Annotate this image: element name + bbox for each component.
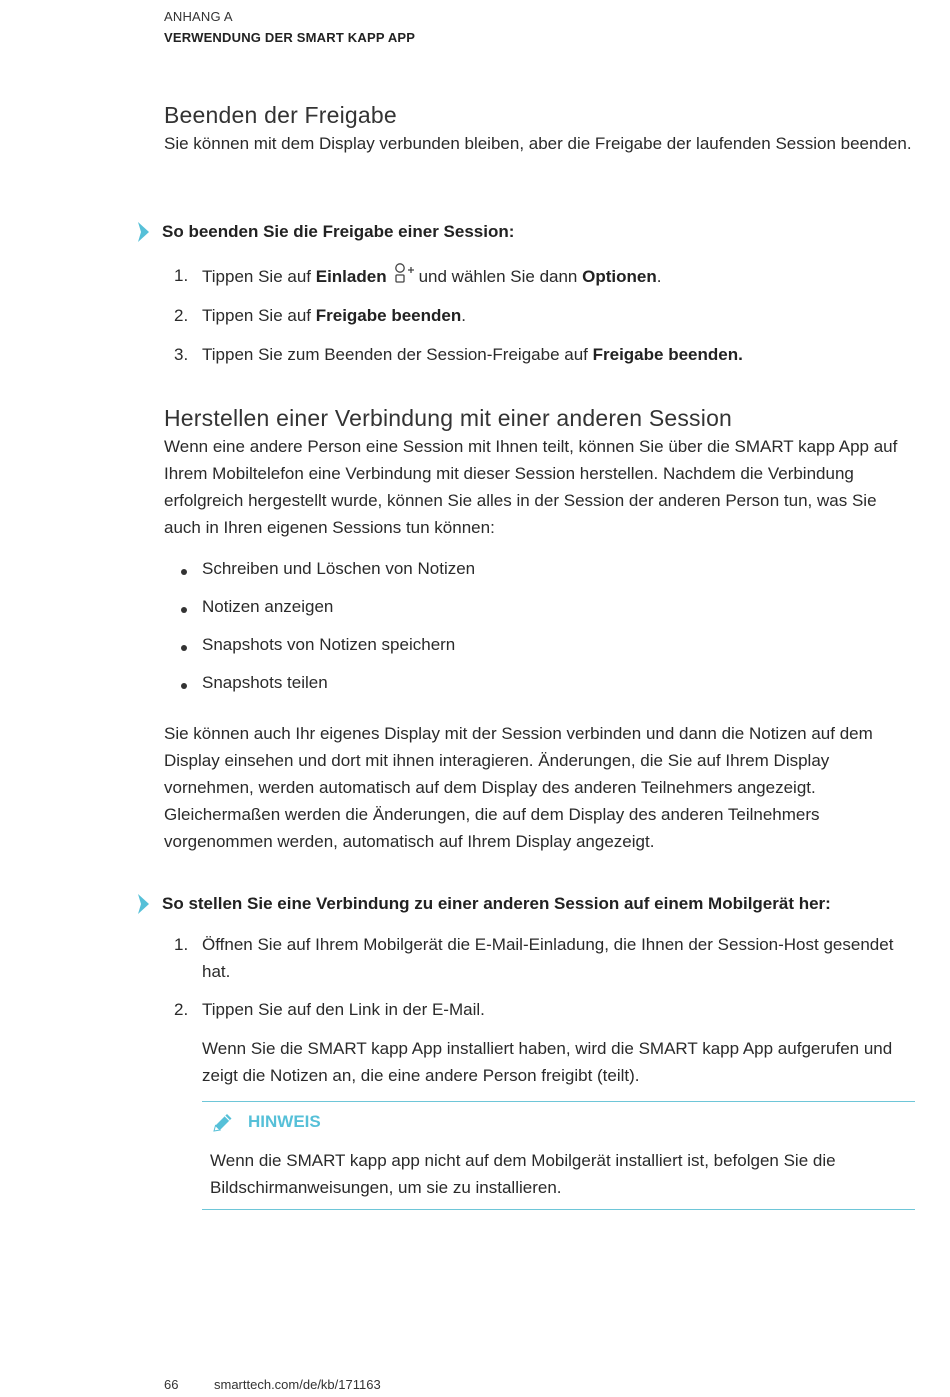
step-number: 1.	[174, 266, 189, 285]
task-arrow-icon	[136, 222, 150, 242]
step-number: 3.	[174, 345, 189, 364]
section-paragraph: Sie können auch Ihr eigenes Display mit der Session verbinden und dann die Notizen auf dem Display einsehen und dort mit ihnen interagieren. Änderungen, die Sie auf Ihrem Display vornehmen, werden automatisch auf dem Display des anderen Teilnehmers angezeigt. Gleichermaßen werden die Änderungen, die auf dem Display des anderen Teilnehmers vorgenommen werden, automatisch auf Ihrem Display angezeigt.	[164, 724, 873, 851]
page-number: 66	[164, 1377, 179, 1392]
step-detail: Wenn Sie die SMART kapp App installiert haben, wird die SMART kapp App aufgerufen und zeigt die Notizen an, die eine andere Person freigibt (teilt).	[202, 1039, 893, 1085]
list-item: Notizen anzeigen	[202, 597, 334, 616]
step-text: Tippen Sie auf	[202, 267, 316, 286]
step-number: 2.	[174, 1000, 189, 1019]
step-bold-freigabe-beenden: Freigabe beenden.	[592, 345, 743, 364]
note-text: Wenn die SMART kapp app nicht auf dem Mobilgerät installiert ist, befolgen Sie die Bildschirmanweisungen, um sie zu installieren.	[210, 1151, 836, 1197]
step-item	[202, 262, 902, 290]
step-number: 1.	[174, 935, 189, 954]
footer-url[interactable]: smarttech.com/de/kb/171163	[214, 1377, 381, 1392]
step-text: Tippen Sie zum Beenden der Session-Freigabe auf	[202, 345, 593, 364]
step-bold-einladen: Einladen	[315, 267, 387, 286]
step-item: Öffnen Sie auf Ihrem Mobilgerät die E-Mail-Einladung, die Ihnen der Session-Host gesendet hat.	[202, 935, 894, 981]
bullet-icon	[181, 683, 187, 689]
step-number: 2.	[174, 306, 189, 325]
step-text: .	[461, 306, 466, 325]
appendix-label: ANHANG A	[164, 9, 233, 24]
step-bold-optionen: Optionen	[582, 267, 657, 286]
chapter-title: VERWENDUNG DER SMART KAPP APP	[164, 30, 416, 45]
list-item: Snapshots von Notizen speichern	[202, 635, 456, 654]
task-title-connect-session: So stellen Sie eine Verbindung zu einer anderen Session auf einem Mobilgerät her:	[162, 894, 831, 913]
list-item: Snapshots teilen	[202, 673, 328, 692]
step-bold-freigabe-beenden: Freigabe beenden	[315, 306, 462, 325]
step-item	[202, 341, 902, 368]
step-text: Tippen Sie auf	[202, 306, 316, 325]
step-text: und wählen Sie dann	[418, 267, 583, 286]
step-item: Tippen Sie auf den Link in der E-Mail.	[202, 1000, 485, 1019]
note-top-rule	[202, 1101, 915, 1102]
section-intro-connect-session: Wenn eine andere Person eine Session mit Ihnen teilt, können Sie über die SMART kapp App auf Ihrem Mobiltelefon eine Verbindung mit dieser Session herstellen. Nachdem die Verbindung erfolgreich hergestellt wurde, können Sie alles in der Session der anderen Person tun, was Sie auch in Ihren eigenen Sessions tun können:	[164, 437, 898, 537]
step-item	[202, 302, 902, 329]
section-title-connect-session: Herstellen einer Verbindung mit einer anderen Session	[164, 405, 733, 431]
note-label: HINWEIS	[248, 1112, 321, 1131]
pencil-note-icon	[210, 1110, 236, 1136]
section-intro-end-sharing: Sie können mit dem Display verbunden bleiben, aber die Freigabe der laufenden Session beenden.	[164, 134, 912, 153]
list-item: Schreiben und Löschen von Notizen	[202, 559, 476, 578]
note-bottom-rule	[202, 1209, 915, 1210]
invite-person-icon	[393, 262, 417, 284]
step-text: .	[656, 267, 662, 286]
section-title-end-sharing: Beenden der Freigabe	[164, 102, 397, 128]
task-arrow-icon	[136, 894, 150, 914]
task-title-end-sharing: So beenden Sie die Freigabe einer Session:	[162, 222, 515, 241]
bullet-icon	[181, 569, 187, 575]
bullet-icon	[181, 607, 187, 613]
bullet-icon	[181, 645, 187, 651]
